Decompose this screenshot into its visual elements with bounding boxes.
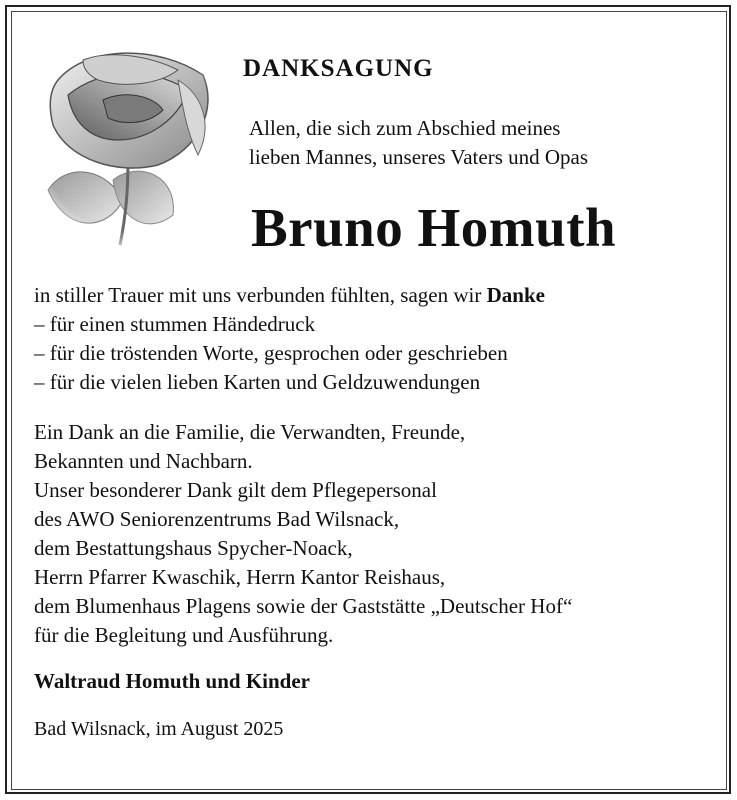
list-item: – für einen stummen Händedruck bbox=[34, 312, 316, 336]
thanks-line: dem Blumenhaus Plagens sowie der Gaststätte „Deutscher Hof“ bbox=[34, 594, 573, 618]
trauer-text: in stiller Trauer mit uns verbunden fühlten, sagen wir bbox=[34, 283, 487, 307]
thanks-line: für die Begleitung und Ausführung. bbox=[34, 623, 334, 647]
danke-word: Danke bbox=[486, 283, 545, 307]
intro-text bbox=[249, 114, 588, 172]
thanks-line: Unser besonderer Dank gilt dem Pflegepersonal bbox=[34, 478, 437, 502]
list-item: – für die vielen lieben Karten und Geldzuwendungen bbox=[34, 370, 481, 394]
heading-danksagung: DANKSAGUNG bbox=[243, 55, 434, 82]
thanks-paragraph bbox=[34, 418, 572, 650]
rose-icon bbox=[28, 40, 228, 250]
intro-line: Allen, die sich zum Abschied meines bbox=[249, 116, 561, 140]
thanks-line: dem Bestattungshaus Spycher-Noack, bbox=[34, 536, 353, 560]
intro-line: lieben Mannes, unseres Vaters und Opas bbox=[249, 145, 589, 169]
mourning-text bbox=[34, 281, 545, 397]
signature: Waltraud Homuth und Kinder bbox=[34, 669, 310, 693]
thanks-line: Herrn Pfarrer Kwaschik, Herrn Kantor Reishaus, bbox=[34, 565, 446, 589]
thanks-line: des AWO Seniorenzentrums Bad Wilsnack, bbox=[34, 507, 400, 531]
list-item: – für die tröstenden Worte, gesprochen oder geschrieben bbox=[34, 341, 508, 365]
thanks-line: Ein Dank an die Familie, die Verwandten, Freunde, bbox=[34, 420, 466, 444]
deceased-name: Bruno Homuth bbox=[251, 197, 617, 258]
trauer-line bbox=[34, 281, 545, 310]
thanks-line: Bekannten und Nachbarn. bbox=[34, 449, 253, 473]
place-date: Bad Wilsnack, im August 2025 bbox=[34, 718, 284, 740]
